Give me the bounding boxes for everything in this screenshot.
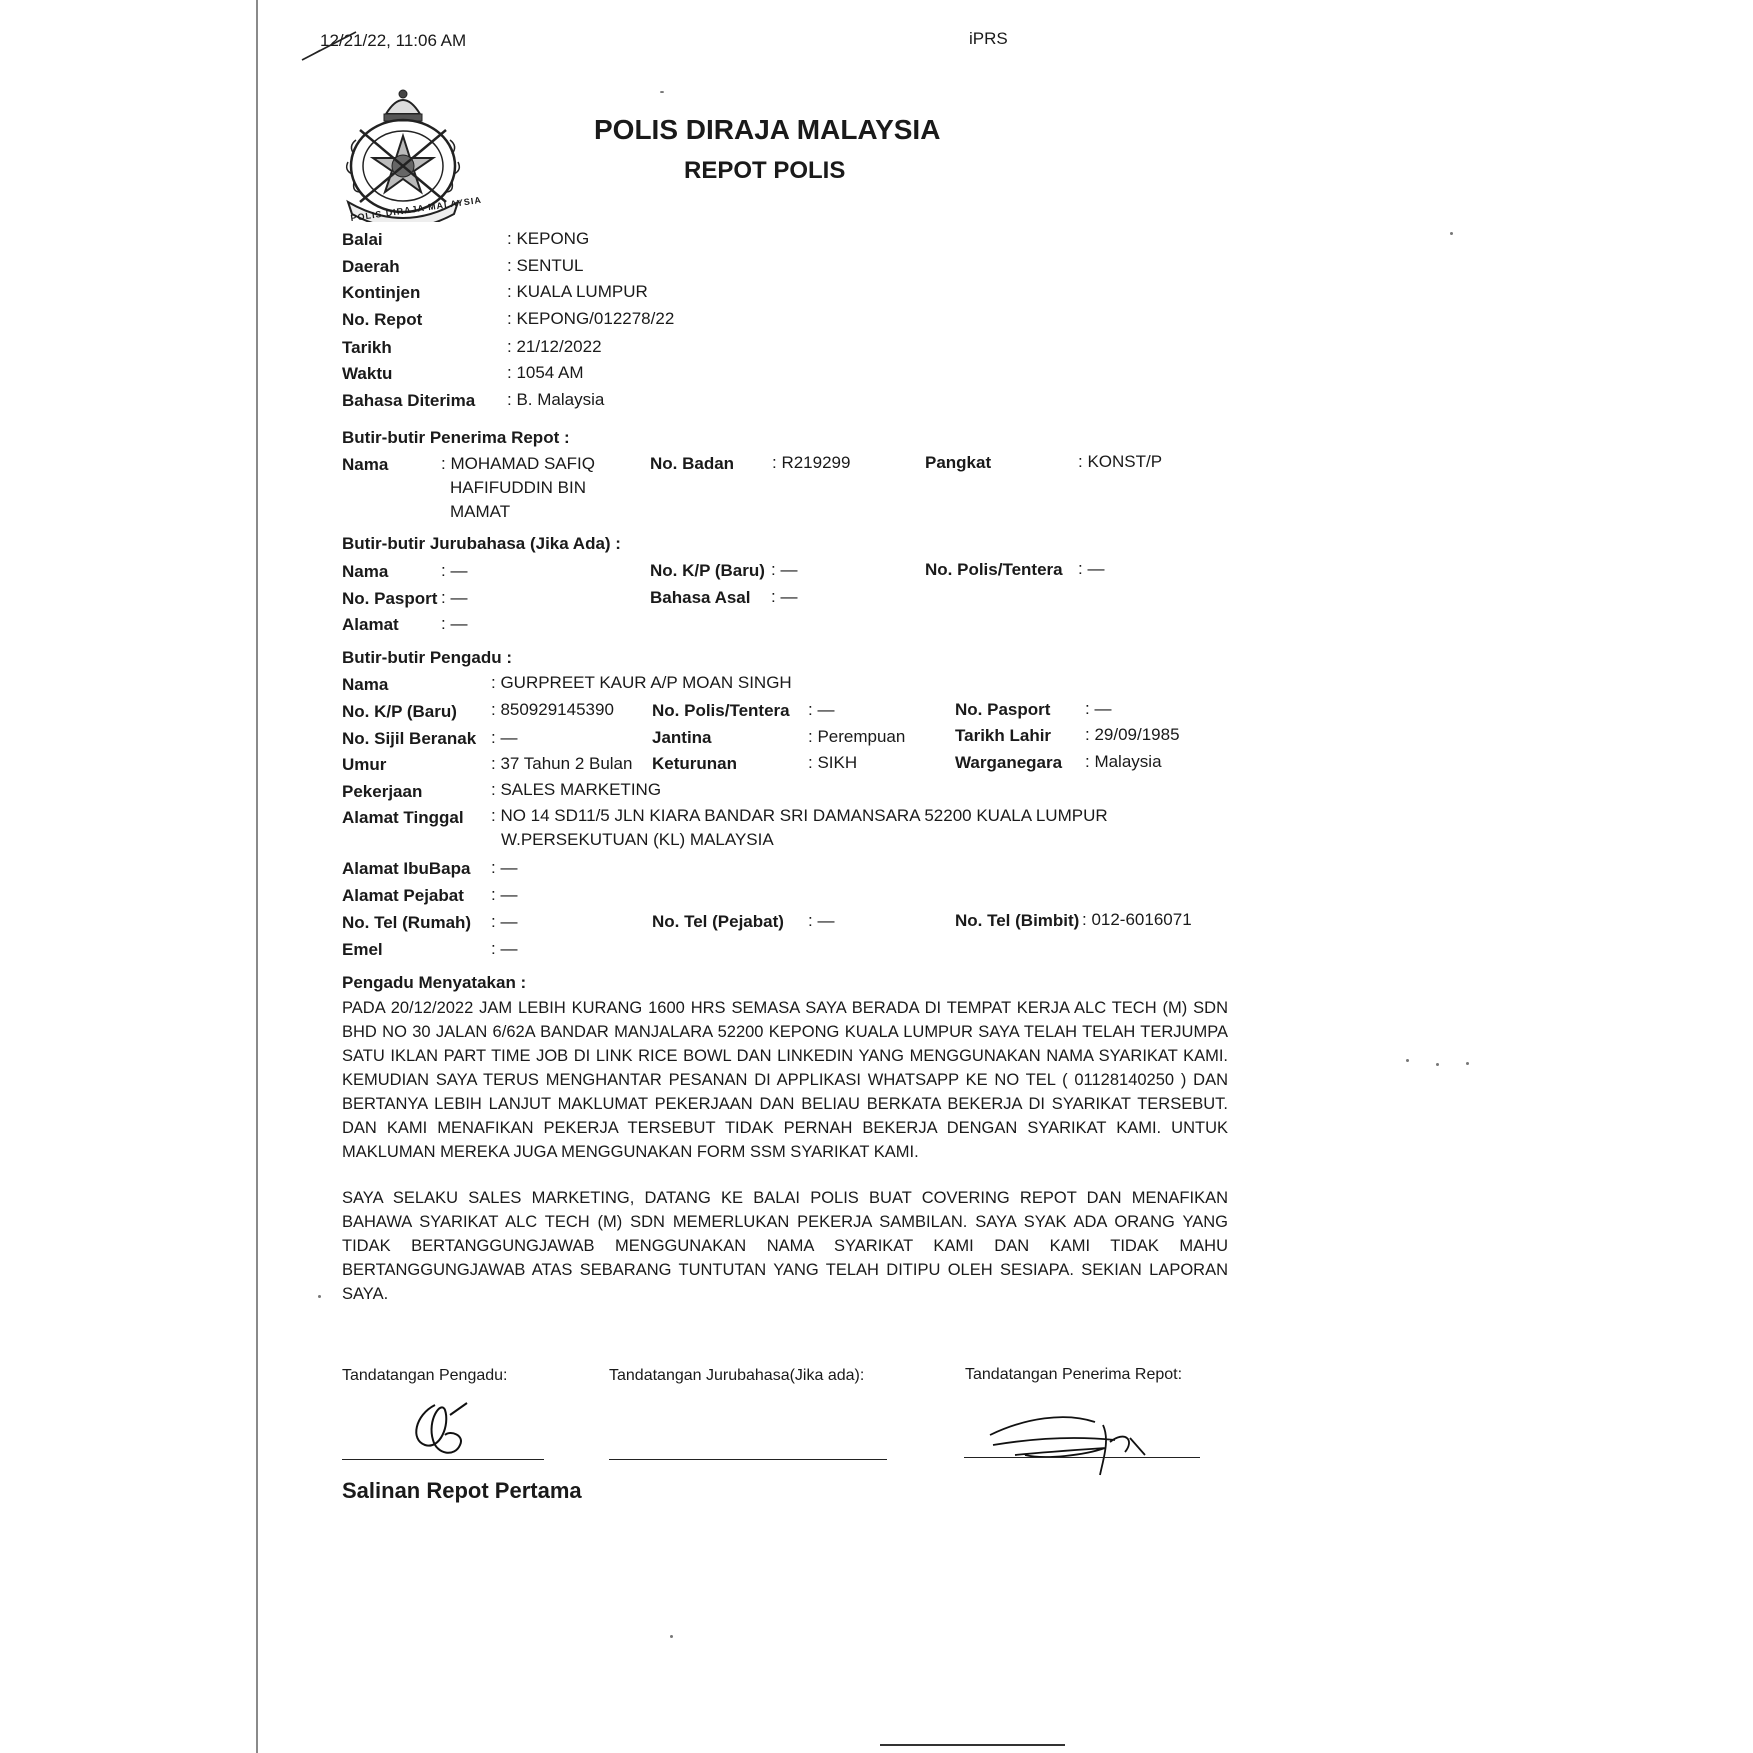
complainant-ethnicity-label: Keturunan — [652, 754, 737, 773]
report-info-label: Waktu — [342, 364, 393, 383]
receiver-heading: Butir-butir Penerima Repot : — [342, 428, 570, 447]
interpreter-police-no-value: : — — [1078, 559, 1105, 578]
page-margin-line — [256, 0, 258, 1753]
scan-speck — [660, 91, 664, 93]
complainant-address-line: W.PERSEKUTUAN (KL) MALAYSIA — [501, 830, 774, 849]
scan-speck — [1450, 232, 1453, 235]
complainant-nationality-label: Warganegara — [955, 753, 1063, 772]
interpreter-heading: Butir-butir Jurubahasa (Jika Ada) : — [342, 534, 621, 553]
complainant-email-value: : — — [491, 939, 518, 958]
complainant-gender-label: Jantina — [652, 728, 712, 747]
interpreter-language-value: : — — [771, 587, 798, 606]
complainant-name-label: Nama — [342, 675, 389, 694]
complainant-email-label: Emel — [342, 940, 383, 959]
interpreter-signature-label: Tandatangan Jurubahasa(Jika ada): — [609, 1367, 865, 1384]
report-info-value: : 1054 AM — [507, 363, 584, 382]
complainant-dob-label: Tarikh Lahir — [955, 726, 1052, 745]
complainant-ic-value: : 850929145390 — [491, 700, 614, 719]
report-info-label: Tarikh — [342, 338, 392, 357]
crest-ribbon-text: POLIS DIRAJA MALAYSIA — [349, 194, 483, 224]
report-info-value: : B. Malaysia — [507, 390, 605, 409]
complainant-police-no-label: No. Polis/Tentera — [652, 701, 790, 720]
statement-paragraph: PADA 20/12/2022 JAM LEBIH KURANG 1600 HRS SEMASA SAYA BERADA DI TEMPAT KERJA ALC TECH (M) SDN BHD NO 30 JALAN 6/62A BANDAR MANJALARA 52200 KEPONG KUALA LUMPUR SAYA TELAH TELAH TERJUMPA SATU IKLAN PART TIME JOB DI LINK RICE BOWL DAN LINKEDIN YANG MENGGUNAKAN NAMA SYARIKAT KAMI. KEMUDIAN SAYA TERUS MENGHANTAR PESANAN DI APPLIKASI WHATSAPP KE NO TEL ( 01128140250 ) DAN BERTANYA LEBIH LANJUT MAKLUMAT PEKERJAAN DAN BELIAU BERKATA BEKERJA DI SYARIKAT TERSEBUT. DAN KAMI MENAFIKAN PEKERJA TERSEBUT TIDAK PERNAH BEKERJA DENGAN SYARIKAT KAMI. UNTUK MAKLUMAN MEREKA JUGA MENGGUNAKAN FORM SSM SYARIKAT KAMI. — [342, 999, 1228, 1161]
complainant-home-phone-label: No. Tel (Rumah) — [342, 913, 472, 932]
report-info-label: Balai — [342, 230, 383, 249]
pen-stroke-mark — [300, 28, 360, 64]
interpreter-passport-label: No. Pasport — [342, 589, 438, 608]
complainant-age-label: Umur — [342, 755, 387, 774]
complainant-passport-value: : — — [1085, 699, 1112, 718]
complainant-signature-label: Tandatangan Pengadu: — [342, 1367, 508, 1384]
statement-heading: Pengadu Menyatakan : — [342, 973, 527, 992]
receiver-badge-label: No. Badan — [650, 454, 735, 473]
report-info-value: : SENTUL — [507, 256, 584, 275]
complainant-passport-label: No. Pasport — [955, 700, 1051, 719]
complainant-office-address-label: Alamat Pejabat — [342, 886, 464, 905]
report-info-label: Bahasa Diterima — [342, 391, 476, 410]
complainant-office-address-value: : — — [491, 885, 518, 904]
interpreter-address-label: Alamat — [342, 615, 399, 634]
complainant-occupation-label: Pekerjaan — [342, 782, 423, 801]
interpreter-passport-value: : — — [441, 588, 468, 607]
report-info-value: : KUALA LUMPUR — [507, 282, 648, 301]
complainant-police-no-value: : — — [808, 700, 835, 719]
complainant-heading: Butir-butir Pengadu : — [342, 648, 512, 667]
receiver-signature-image — [985, 1400, 1165, 1480]
receiver-rank-label: Pangkat — [925, 453, 992, 472]
receiver-name-line: MAMAT — [450, 502, 511, 521]
complainant-name-value: : GURPREET KAUR A/P MOAN SINGH — [491, 673, 792, 692]
complainant-mobile-label: No. Tel (Bimbit) — [955, 911, 1080, 930]
complainant-office-phone-label: No. Tel (Pejabat) — [652, 912, 784, 931]
complainant-ethnicity-value: : SIKH — [808, 753, 858, 772]
complainant-office-phone-value: : — — [808, 911, 835, 930]
report-info-value: : KEPONG/012278/22 — [507, 309, 675, 328]
scan-speck — [1436, 1063, 1439, 1066]
complainant-address-label: Alamat Tinggal — [342, 808, 464, 827]
interpreter-ic-value: : — — [771, 560, 798, 579]
complainant-home-phone-value: : — — [491, 912, 518, 931]
complainant-signature-image — [405, 1395, 475, 1465]
print-datetime: 12/21/22, 11:06 AM — [320, 31, 467, 50]
interpreter-language-label: Bahasa Asal — [650, 588, 751, 607]
complainant-age-value: : 37 Tahun 2 Bulan — [491, 754, 633, 773]
complainant-dob-value: : 29/09/1985 — [1085, 725, 1180, 744]
interpreter-ic-label: No. K/P (Baru) — [650, 561, 765, 580]
complainant-occupation-value: : SALES MARKETING — [491, 780, 662, 799]
receiver-rank-value: : KONST/P — [1078, 452, 1163, 471]
complainant-parent-address-value: : — — [491, 858, 518, 877]
complainant-ic-label: No. K/P (Baru) — [342, 702, 457, 721]
report-info-label: Daerah — [342, 257, 400, 276]
receiver-name-line: HAFIFUDDIN BIN — [450, 478, 586, 497]
report-info-label: No. Repot — [342, 310, 423, 329]
report-info-value: : KEPONG — [507, 229, 590, 248]
complainant-signature-line — [342, 1459, 544, 1460]
receiver-signature-line — [964, 1457, 1200, 1458]
report-info-label: Kontinjen — [342, 283, 421, 302]
scan-edge-line — [880, 1744, 1065, 1746]
page-title: POLIS DIRAJA MALAYSIA — [594, 114, 941, 145]
statement-paragraph: SAYA SELAKU SALES MARKETING, DATANG KE BALAI POLIS BUAT COVERING REPOT DAN MENAFIKAN BAHAWA SYARIKAT ALC TECH (M) SDN MEMERLUKAN PEKERJA SAMBILAN. SAYA SYAK ADA ORANG YANG TIDAK BERTANGGUNGJAWAB MENGGUNAKAN NAMA SYARIKAT KAMI DAN KAMI TIDAK MAHU BERTANGGUNGJAWAB ATAS SEBARANG TUNTUTAN YANG TELAH DITIPU OLEH SESIAPA. SEKIAN LAPORAN SAYA. — [342, 1189, 1228, 1303]
interpreter-signature-line — [609, 1459, 887, 1460]
print-app-name: iPRS — [969, 29, 1008, 48]
complainant-address-line: : NO 14 SD11/5 JLN KIARA BANDAR SRI DAMANSARA 52200 KUALA LUMPUR — [491, 806, 1108, 825]
receiver-name-label: Nama — [342, 455, 389, 474]
interpreter-name-value: : — — [441, 561, 468, 580]
complainant-gender-value: : Perempuan — [808, 727, 906, 746]
complainant-birth-cert-label: No. Sijil Beranak — [342, 729, 477, 748]
complainant-mobile-value: : 012-6016071 — [1082, 910, 1192, 929]
scan-speck — [1466, 1062, 1469, 1065]
scan-speck — [670, 1635, 673, 1638]
interpreter-police-no-label: No. Polis/Tentera — [925, 560, 1063, 579]
first-report-copy-label: Salinan Repot Pertama — [342, 1478, 582, 1503]
complainant-nationality-value: : Malaysia — [1085, 752, 1162, 771]
interpreter-name-label: Nama — [342, 562, 389, 581]
receiver-signature-label: Tandatangan Penerima Repot: — [965, 1366, 1183, 1383]
complainant-parent-address-label: Alamat IbuBapa — [342, 859, 471, 878]
report-info-value: : 21/12/2022 — [507, 337, 602, 356]
complainant-birth-cert-value: : — — [491, 728, 518, 747]
receiver-name-line: : MOHAMAD SAFIQ — [441, 454, 595, 473]
receiver-badge-value: : R219299 — [772, 453, 851, 472]
scan-speck — [1406, 1059, 1409, 1062]
interpreter-address-value: : — — [441, 614, 468, 633]
page-subtitle: REPOT POLIS — [684, 157, 846, 184]
scan-speck — [318, 1295, 321, 1298]
